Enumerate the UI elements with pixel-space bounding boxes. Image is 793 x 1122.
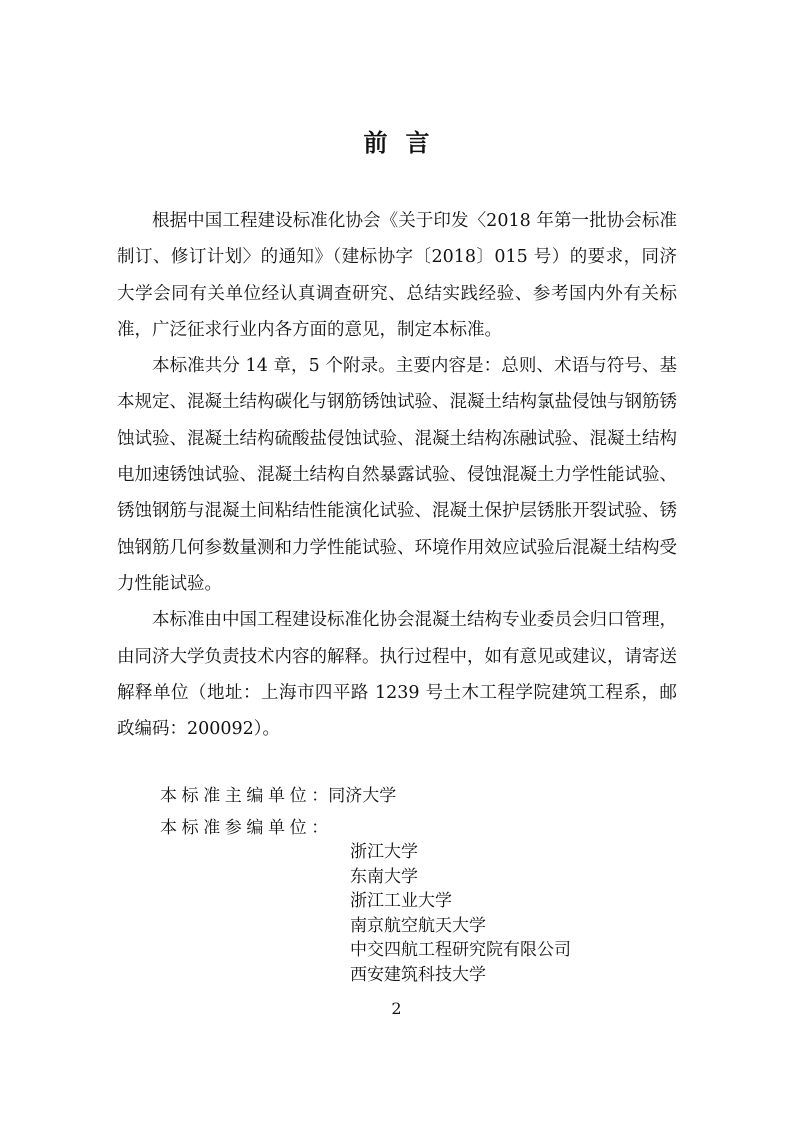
chief-unit-label: 本标准主编单位 [160,786,312,806]
paragraph-background: 根据中国工程建设标准化协会《关于印发〈2018 年第一批协会标准制订、修订计划〉的通知》（建标协字〔2018〕015 号）的要求，同济大学会同有关单位经认真调查研究、总结实践经验、参考国内外有关标准，广泛征求行业内各方面的意见，制定本标准。 [117,211,677,340]
list-item: 浙江大学 [350,842,418,862]
participating-units-list [350,840,571,988]
page-title: 前言 [363,128,448,157]
colon: ： [311,786,329,806]
preface-body [117,203,677,747]
paragraph-contents: 本标准共分 14 章，5 个附录。主要内容是：总则、术语与符号、基本规定、混凝土结构碳化与钢筋锈蚀试验、混凝土结构氯盐侵蚀与钢筋锈蚀试验、混凝土结构硫酸盐侵蚀试验、混凝土结构冻融试验、混凝土结构电加速锈蚀试验、混凝土结构自然暴露试验、侵蚀混凝土力学性能试验、锈蚀钢筋与混凝土间粘结性能演化试验、混凝土保护层锈胀开裂试验、锈蚀钢筋几何参数量测和力学性能试验、环境作用效应试验后混凝土结构受力性能试验。 [117,356,677,594]
chief-unit-value: 同济大学 [328,786,397,806]
chief-unit-row [160,780,396,812]
list-item: 东南大学 [350,866,418,887]
page-number: 2 [391,999,402,1018]
list-item: 南京航空航天大学 [350,915,486,936]
list-item: 浙江工业大学 [350,891,452,912]
paragraph-administration: 本标准由中国工程建设标准化协会混凝土结构专业委员会归口管理，由同济大学负责技术内容的解释。执行过程中，如有意见或建议，请寄送解释单位（地址：上海市四平路 1239 号土木工程学院建筑工程系，邮政编码：200092）。 [117,610,677,740]
list-item: 中交四航工程研究院有限公司 [350,940,571,961]
participating-units-label: 本标准参编单位 [160,818,312,838]
list-item: 西安建筑科技大学 [350,964,486,985]
colon: ： [311,818,329,838]
drafting-units [160,780,396,844]
